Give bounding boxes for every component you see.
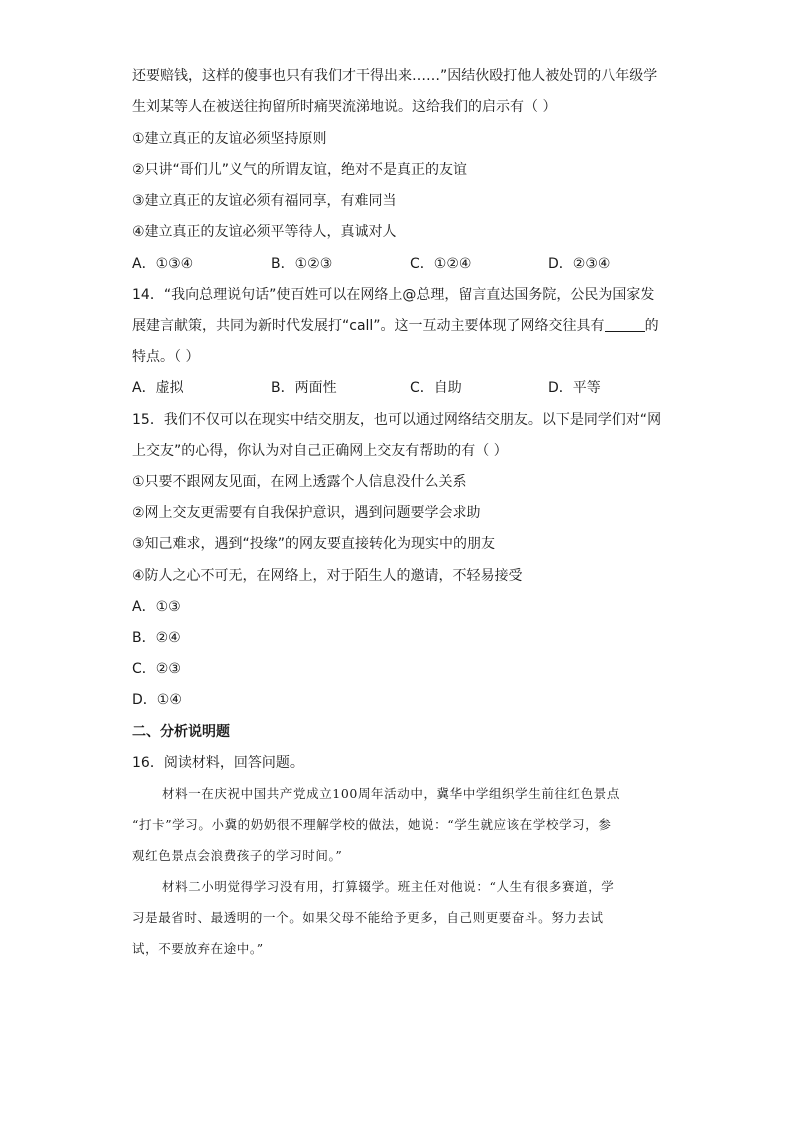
q14-stem-line2-tail: 的: [644, 318, 659, 334]
q13-option-a[interactable]: A．①③④: [132, 256, 194, 272]
q16-material1-line2: “打卡”学习。小冀的奶奶很不理解学校的做法，她说：“学生就应该在学校学习，参: [132, 817, 612, 832]
q15-option-a[interactable]: A．①③: [132, 599, 181, 615]
q14-stem-line2-text: 展建言献策，共同为新时代发展打“call”。这一互动主要体现了网络交往具有: [132, 318, 605, 334]
q16-material2-line2: 习是最省时、最透明的一个。如果父母不能给予更多，自己则更要奋斗。努力去试: [132, 910, 604, 925]
q15-stem-line2: 上交友”的心得，你认为对自己正确网上交友有帮助的有（ ）: [132, 443, 508, 459]
q13-option-c[interactable]: C．①②④: [410, 256, 472, 272]
q13-statement-2: ②只讲“哥们儿”义气的所谓友谊，绝对不是真正的友谊: [132, 162, 468, 178]
q16-material1-line1: 材料一在庆祝中国共产党成立100周年活动中，冀华中学组织学生前往红色景点: [162, 786, 620, 801]
q14-option-a[interactable]: A．虚拟: [132, 380, 184, 396]
q13-statement-4: ④建立真正的友谊必须平等待人，真诚对人: [132, 224, 397, 240]
q14-answer-blank[interactable]: [605, 317, 645, 332]
q15-option-d[interactable]: D．①④: [132, 692, 182, 708]
q13-stem-line1: 还要赔钱，这样的傻事也只有我们才干得出来……”因结伙殴打他人被处罚的八年级学: [132, 68, 658, 84]
q16-material1-line3: 观红色景点会浪费孩子的学习时间。”: [132, 848, 343, 863]
q15-option-b[interactable]: B．②④: [132, 630, 181, 646]
q15-statement-4: ④防人之心不可无，在网络上，对于陌生人的邀请，不轻易接受: [132, 568, 523, 584]
q16-stem: 16．阅读材料，回答问题。: [132, 755, 304, 771]
q14-option-d[interactable]: D．平等: [548, 380, 601, 396]
q14-option-b[interactable]: B．两面性: [271, 380, 337, 396]
q15-stem-line1: 15．我们不仅可以在现实中结交朋友，也可以通过网络结交朋友。以下是同学们对“网: [132, 412, 662, 428]
q14-stem-line3: 特点。（ ）: [132, 349, 200, 365]
q16-material2-line3: 试，不要放弃在途中。”: [132, 941, 264, 956]
q15-option-c[interactable]: C．②③: [132, 661, 181, 677]
q15-statement-2: ②网上交友更需要有自我保护意识，遇到问题要学会求助: [132, 505, 481, 521]
section-title: 二、分析说明题: [132, 724, 230, 740]
q16-material2-line1: 材料二小明觉得学习没有用，打算辍学。班主任对他说：“人生有很多赛道，学: [162, 879, 615, 894]
q15-statement-1: ①只要不跟网友见面，在网上透露个人信息没什么关系: [132, 474, 467, 490]
q13-statement-3: ③建立真正的友谊必须有福同享，有难同当: [132, 193, 397, 209]
q13-stem-line2: 生刘某等人在被送往拘留所时痛哭流涕地说。这给我们的启示有（ ）: [132, 99, 557, 115]
q13-statement-1: ①建立真正的友谊必须坚持原则: [132, 131, 327, 147]
q15-statement-3: ③知己难求，遇到“投缘”的网友要直接转化为现实中的朋友: [132, 536, 496, 552]
q13-option-b[interactable]: B．①②③: [271, 256, 333, 272]
q14-stem-line2: [132, 316, 659, 336]
q13-option-d[interactable]: D．②③④: [548, 256, 611, 272]
q14-stem-line1: 14．“我向总理说句话”使百姓可以在网络上@总理，留言直达国务院，公民为国家发: [132, 287, 655, 303]
q14-option-c[interactable]: C．自助: [410, 380, 462, 396]
